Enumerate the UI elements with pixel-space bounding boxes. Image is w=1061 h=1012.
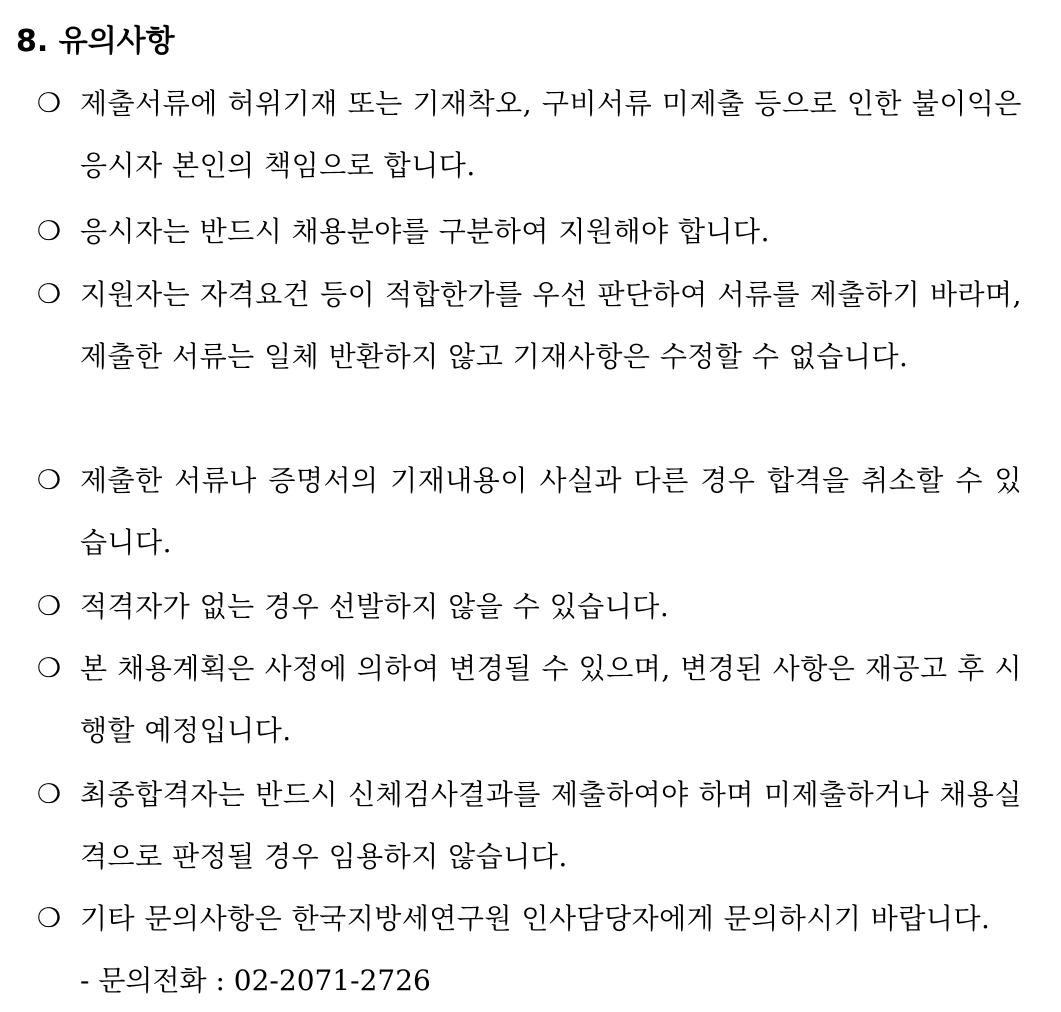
list-item (34, 73, 1022, 197)
list-item-text: 기타 문의사항은 한국지방세연구원 인사담당자에게 문의하시기 바랍니다. (80, 902, 991, 935)
list-item-text: 최종합격자는 반드시 신체검사결과를 제출하여야 하며 미제출하거나 채용실격으로 판정될 경우 임용하지 않습니다. (80, 778, 1022, 873)
circle-bullet-icon: ❍ (36, 779, 62, 810)
circle-bullet-icon: ❍ (36, 591, 62, 622)
circle-bullet-icon: ❍ (36, 903, 62, 934)
list-item-text: 본 채용계획은 사정에 의하여 변경될 수 있으며, 변경된 사항은 재공고 후 시행할 예정입니다. (80, 652, 1022, 747)
list-item (34, 201, 1022, 263)
list-item-text: 제출한 서류나 증명서의 기재내용이 사실과 다른 경우 합격을 취소할 수 있습니다. (80, 464, 1022, 559)
list-item (34, 264, 1022, 388)
list-item-text: 지원자는 자격요건 등이 적합한가를 우선 판단하여 서류를 제출하기 바라며, 제출한 서류는 일체 반환하지 않고 기재사항은 수정할 수 없습니다. (80, 278, 1022, 373)
circle-bullet-icon: ❍ (36, 216, 62, 247)
circle-bullet-icon: ❍ (36, 279, 62, 310)
list-item (34, 450, 1022, 574)
circle-bullet-icon: ❍ (36, 653, 62, 684)
list-item (34, 638, 1022, 762)
list-item (34, 888, 1022, 950)
circle-bullet-icon: ❍ (36, 465, 62, 496)
contact-phone: - 문의전화 : 02-2071-2726 (80, 964, 431, 997)
list-item-text: 적격자가 없는 경우 선발하지 않을 수 있습니다. (80, 590, 670, 623)
circle-bullet-icon: ❍ (36, 88, 62, 119)
list-item-text: 제출서류에 허위기재 또는 기재착오, 구비서류 미제출 등으로 인한 불이익은 응시자 본인의 책임으로 합니다. (80, 87, 1022, 182)
list-item-text: 응시자는 반드시 채용분야를 구분하여 지원해야 합니다. (80, 215, 771, 248)
list-item (34, 576, 1022, 638)
section-title: 8. 유의사항 (16, 24, 175, 59)
list-item (34, 764, 1022, 888)
